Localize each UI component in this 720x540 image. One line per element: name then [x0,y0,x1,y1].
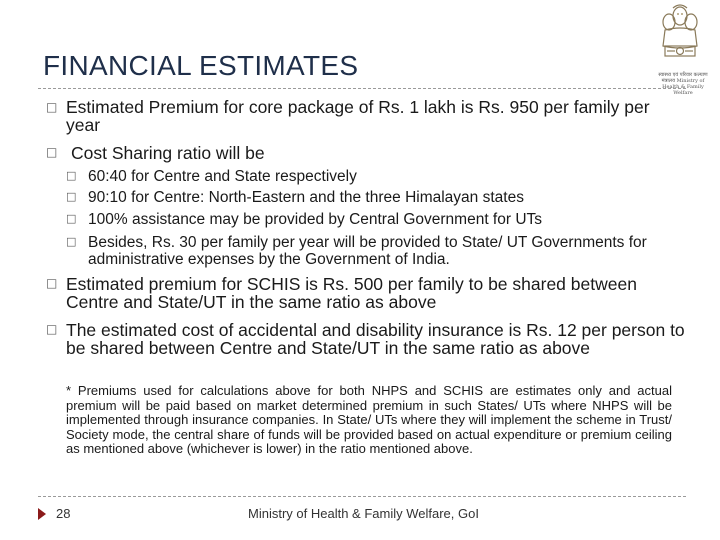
footer-divider [38,496,686,497]
page-title: FINANCIAL ESTIMATES [43,50,359,81]
bullet-premium-core: Estimated Premium for core package of Rs. 1 lakh is Rs. 950 per family per year [66,97,650,135]
checkbox-bullet-icon: □ [46,100,58,114]
emblem-caption: स्वास्थ्य एवं परिवार कल्याण मंत्रालय Ministry of Health & Family Welfare [658,72,708,96]
checkbox-bullet-icon: □ [46,145,58,159]
sub-bullet-60-40: 60:40 for Centre and State respectively [88,168,357,185]
page-number: 28 [56,506,71,521]
checkbox-bullet-icon: □ [66,235,77,248]
bullet-cost-sharing: Cost Sharing ratio will be [71,143,265,163]
checkbox-bullet-icon: □ [66,212,77,225]
bullet-accidental-insurance: The estimated cost of accidental and disability insurance is Rs. 12 per person to be shared between Centre and State/UT in the same ratio as above [66,320,685,358]
checkbox-bullet-icon: □ [46,276,58,290]
footer-ministry: Ministry of Health & Family Welfare, GoI [248,506,479,521]
play-arrow-icon [38,508,46,520]
checkbox-bullet-icon: □ [66,190,77,203]
checkbox-bullet-icon: □ [66,169,77,182]
sub-bullet-100-percent: 100% assistance may be provided by Central Government for UTs [88,211,543,228]
sub-bullet-admin-expenses: Besides, Rs. 30 per family per year will be provided to State/ UT Governments for administrative expenses by the Government of India. [88,234,647,268]
premium-footnote: * Premiums used for calculations above for both NHPS and SCHIS are estimates only and actual premium will be paid based on market determined premium in such States/ UTs where NHPS will be implemented through insurance companies. In State/ UTs where they will implement the scheme in Trust/ Society mode, the central share of funds will be provided based on actual expenditure or premium ceiling as mentioned above (whichever is lower) in the ratio mentioned above. [66,383,672,457]
checkbox-bullet-icon: □ [46,322,58,336]
sub-bullet-90-10: 90:10 for Centre: North-Eastern and the three Himalayan states [88,189,524,206]
title-divider [38,88,686,89]
bullet-schis-premium: Estimated premium for SCHIS is Rs. 500 per family to be shared between Centre and State/UT in the same ratio as above [66,274,637,312]
